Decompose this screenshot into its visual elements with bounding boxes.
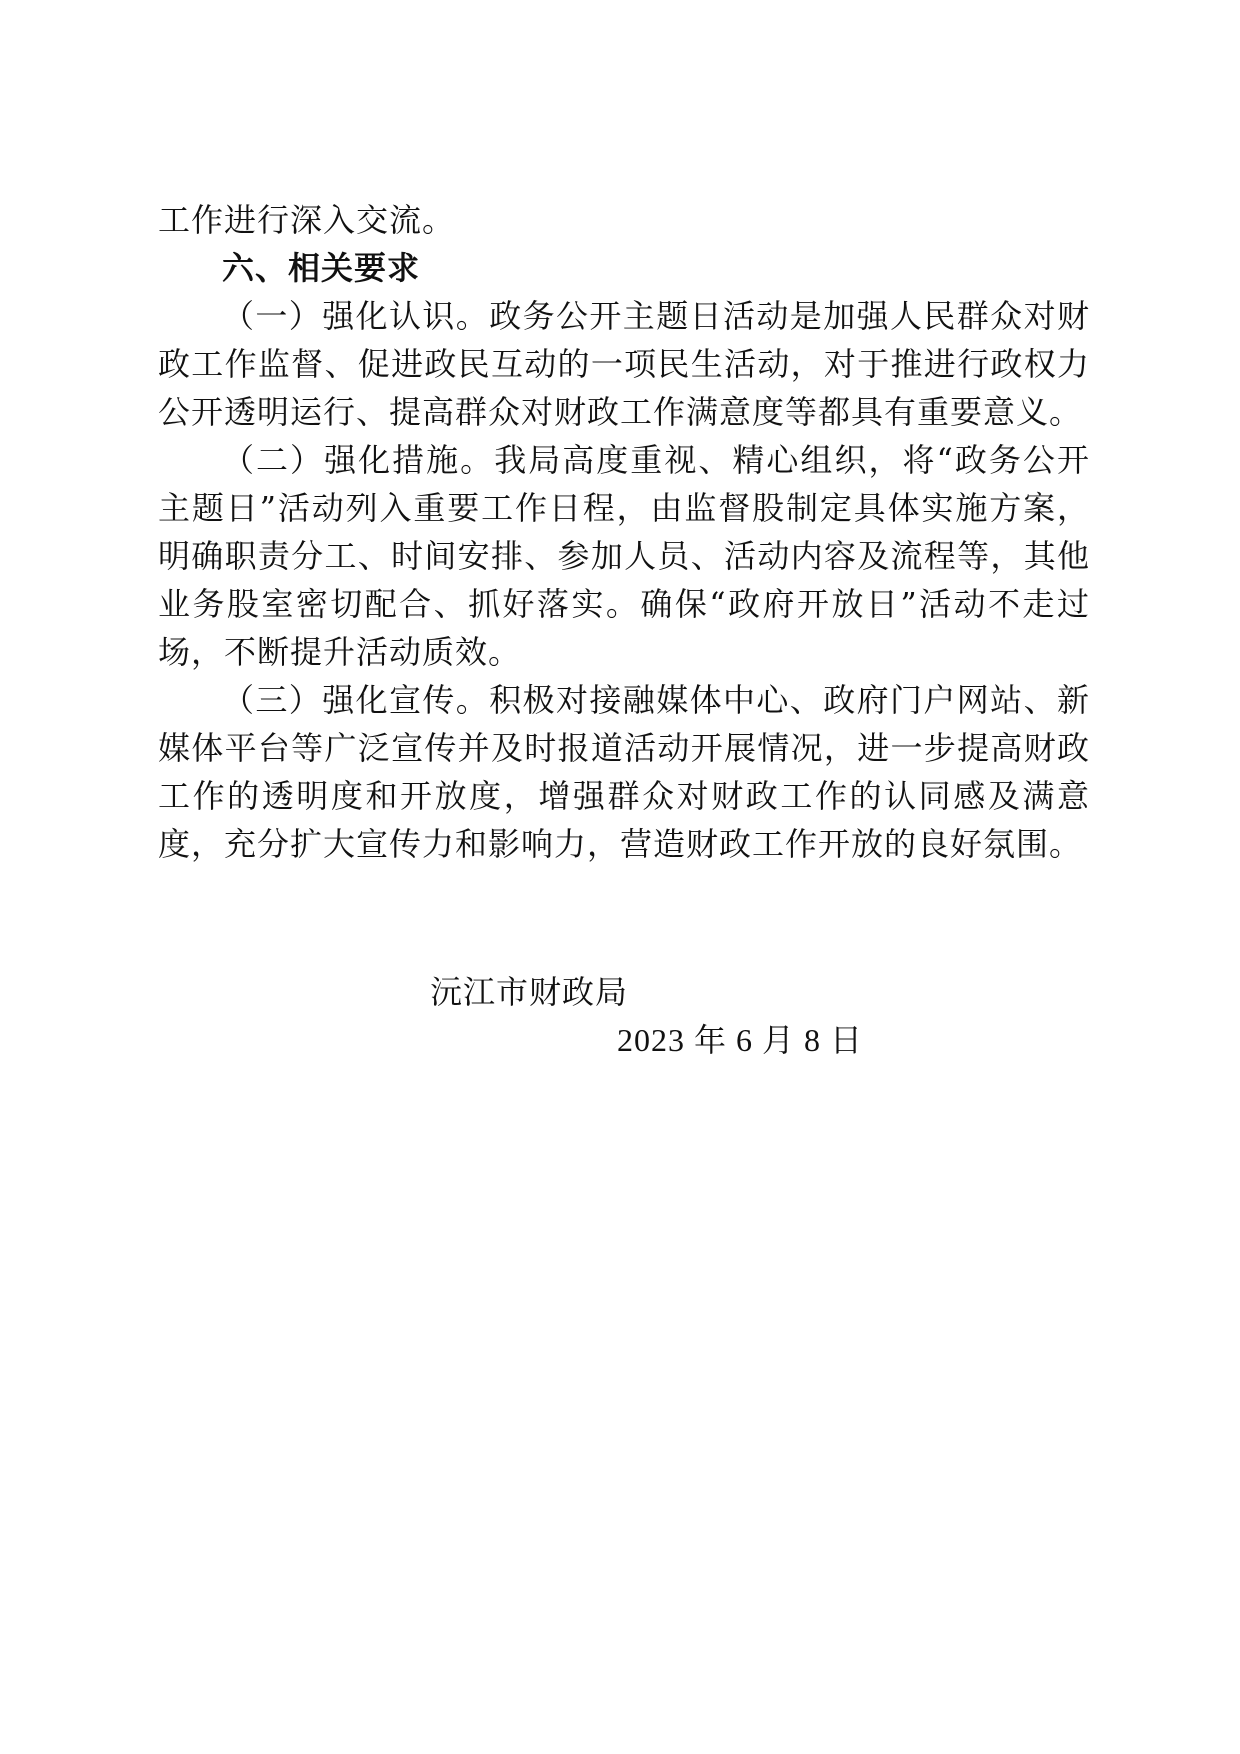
issue-date: 2023 年 6 月 8 日 (617, 1022, 864, 1058)
paragraph-strengthen-publicity: （三）强化宣传。积极对接融媒体中心、政府门户网站、新媒体平台等广泛宣传并及时报道活动开展情况，进一步提高财政工作的透明度和开放度，增强群众对财政工作的认同感及满意度，充分扩大宣传力和影响力，营造财政工作开放的良好氛围。 (158, 681, 1090, 863)
paragraph-strengthen-measures: （二）强化措施。我局高度重视、精心组织，将“政务公开主题日”活动列入重要工作日程，由监督股制定具体实施方案，明确职责分工、时间安排、参加人员、活动内容及流程等，其他业务股室密切配合、抓好落实。确保“政府开放日”活动不走过场，不断提升活动质效。 (158, 441, 1090, 671)
document-body (158, 196, 1090, 868)
issuer-signature: 沅江市财政局 (430, 973, 629, 1011)
section-heading: 六、相关要求 (222, 249, 421, 287)
paragraph-strengthen-awareness: （一）强化认识。政务公开主题日活动是加强人民群众对财政工作监督、促进政民互动的一项民生活动，对于推进行政权力公开透明运行、提高群众对财政工作满意度等都具有重要意义。 (158, 297, 1090, 431)
continuation-paragraph: 工作进行深入交流。 (158, 201, 456, 239)
